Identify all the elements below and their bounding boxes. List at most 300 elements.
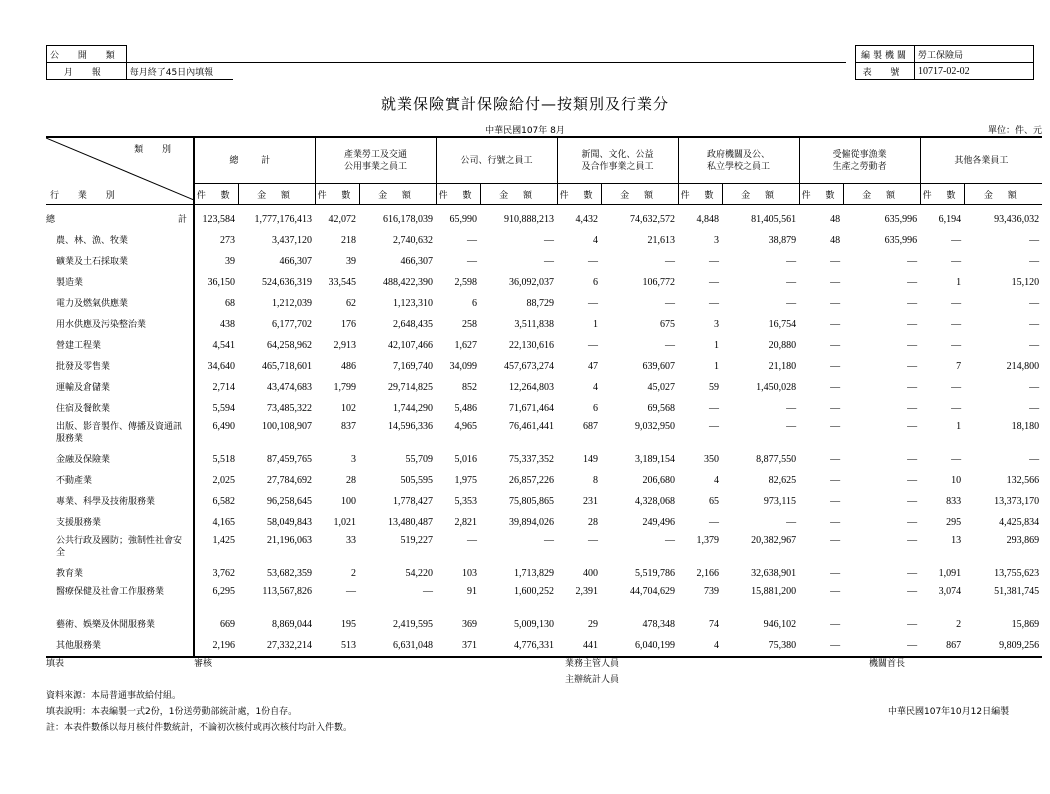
count-cell: 295: [946, 517, 962, 528]
amount-cell: —: [544, 235, 555, 246]
count-cell: —: [799, 635, 843, 657]
amount-cell: —: [786, 298, 797, 309]
amount-cell: 74,632,572: [630, 214, 676, 225]
count-cell: 739: [704, 586, 720, 597]
count-cell: 4: [678, 635, 722, 657]
count-cell: 438: [220, 319, 235, 330]
count-cell: 48: [830, 235, 841, 246]
amount-cell: 1,450,028: [756, 382, 797, 393]
count-cell: 33: [346, 535, 356, 546]
table-row: [46, 614, 1042, 635]
count-header: 件 數: [557, 184, 601, 205]
count-cell: —: [951, 382, 962, 393]
row-label: 專業、科學及技術服務業: [46, 491, 194, 512]
amount-header: 金 額: [601, 184, 678, 205]
row-label: 用水供應及污染整治業: [46, 314, 194, 335]
count-cell: —: [830, 277, 841, 288]
count-cell: 62: [346, 298, 356, 309]
count-cell: 5,353: [454, 496, 478, 507]
amount-cell: 6,631,048: [359, 635, 436, 657]
amount-cell: 3,437,120: [272, 235, 312, 246]
amount-cell: 466,307: [279, 256, 312, 267]
amount-cell: —: [1029, 235, 1040, 246]
count-cell: 1,379: [696, 535, 720, 546]
amount-cell: 505,595: [400, 475, 434, 486]
amount-cell: 7,169,740: [393, 361, 434, 372]
count-cell: 371: [436, 635, 480, 657]
amount-cell: 2,648,435: [393, 319, 434, 330]
amount-cell: 206,680: [642, 475, 676, 486]
count-cell: 8: [593, 475, 599, 486]
count-cell: 28: [588, 517, 599, 528]
amount-cell: 12,264,803: [509, 382, 555, 393]
amount-cell: 55,709: [405, 454, 434, 465]
amount-cell: 113,567,826: [262, 586, 312, 597]
count-cell: —: [830, 361, 841, 372]
count-cell: 4: [593, 382, 599, 393]
amount-cell: 1,123,310: [393, 298, 434, 309]
amount-cell: 457,673,274: [504, 361, 555, 372]
amount-cell: 96,258,645: [267, 496, 312, 507]
amount-cell: 4,328,068: [635, 496, 676, 507]
count-cell: —: [830, 496, 841, 507]
period-label: 月 報: [47, 63, 127, 80]
amount-cell: —: [1029, 256, 1040, 267]
amount-cell: —: [544, 535, 555, 546]
row-label: 金融及保險業: [46, 449, 194, 470]
count-cell: —: [830, 256, 841, 267]
count-cell: —: [830, 340, 841, 351]
count-cell: 68: [225, 298, 235, 309]
amount-cell: —: [907, 256, 918, 267]
count-cell: 273: [220, 235, 235, 246]
amount-cell: 88,729: [526, 298, 555, 309]
group-header: 其他各業員工: [920, 137, 1042, 184]
amount-cell: 249,496: [642, 517, 676, 528]
total-row: [46, 205, 1042, 231]
amount-cell: 20,880: [768, 340, 797, 351]
amount-cell: 616,178,039: [383, 214, 434, 225]
amount-cell: 15,120: [1011, 277, 1040, 288]
amount-cell: 100,108,907: [262, 421, 312, 432]
count-header: 件 數: [920, 184, 964, 205]
count-cell: 4: [714, 475, 720, 486]
count-cell: 258: [462, 319, 478, 330]
amount-cell: 13,755,623: [994, 568, 1040, 579]
count-cell: —: [830, 619, 841, 630]
count-cell: 47: [588, 361, 599, 372]
count-cell: —: [709, 256, 720, 267]
amount-cell: 75,380: [722, 635, 799, 657]
amount-cell: —: [665, 535, 676, 546]
amount-cell: —: [665, 298, 676, 309]
count-cell: 2,714: [212, 382, 235, 393]
benefits-table: [46, 136, 1042, 658]
count-cell: 1,627: [454, 340, 478, 351]
count-cell: —: [709, 421, 720, 432]
count-cell: 1,021: [333, 517, 356, 528]
count-cell: —: [951, 235, 962, 246]
table-row: [46, 512, 1042, 533]
count-cell: 29: [588, 619, 599, 630]
count-cell: 176: [341, 319, 356, 330]
amount-cell: 43,474,683: [267, 382, 312, 393]
count-cell: 1,091: [938, 568, 962, 579]
table-row: [46, 230, 1042, 251]
row-label: 藝術、娛樂及休閒服務業: [46, 614, 194, 635]
count-cell: 6: [593, 403, 599, 414]
amount-cell: —: [1029, 298, 1040, 309]
amount-cell: 1,744,290: [393, 403, 434, 414]
count-header: 件 數: [799, 184, 843, 205]
amount-cell: 106,772: [642, 277, 676, 288]
amount-cell: —: [1029, 454, 1040, 465]
count-cell: 4: [593, 235, 599, 246]
count-cell: 6,194: [938, 214, 962, 225]
count-cell: —: [951, 340, 962, 351]
amount-cell: 2,740,632: [393, 235, 434, 246]
count-cell: 123,584: [202, 214, 235, 225]
amount-cell: 21,180: [768, 361, 797, 372]
amount-cell: 6,040,199: [601, 635, 678, 657]
row-label: 其他服務業: [46, 635, 194, 657]
count-cell: 6,490: [212, 421, 235, 432]
count-cell: 5,016: [454, 454, 478, 465]
count-cell: 1,975: [454, 475, 478, 486]
count-cell: 513: [315, 635, 359, 657]
agency-label: 編製機關: [856, 46, 915, 63]
table-row: [46, 533, 1042, 563]
row-label: 營建工程業: [46, 335, 194, 356]
count-cell: —: [830, 421, 841, 432]
table-row: [46, 356, 1042, 377]
count-cell: 34,099: [449, 361, 478, 372]
row-label: 運輸及倉儲業: [46, 377, 194, 398]
amount-cell: 58,049,843: [267, 517, 312, 528]
corner-bottom-label: 行 業 別: [50, 191, 123, 201]
count-cell: 1,799: [333, 382, 356, 393]
filler-label: 填表: [46, 659, 65, 669]
count-cell: 833: [946, 496, 962, 507]
group-header: 產業勞工及交通 公用事業之員工: [315, 137, 436, 184]
amount-cell: 18,180: [1011, 421, 1040, 432]
corner-top-label: 類 別: [134, 145, 179, 155]
amount-cell: —: [907, 475, 918, 486]
row-label: 不動產業: [46, 470, 194, 491]
count-cell: 3: [351, 454, 356, 465]
count-cell: 36,150: [207, 277, 235, 288]
amount-cell: —: [907, 340, 918, 351]
amount-cell: 1,212,039: [272, 298, 312, 309]
count-cell: 669: [220, 619, 235, 630]
count-cell: —: [830, 319, 841, 330]
amount-cell: 45,027: [647, 382, 676, 393]
amount-cell: 38,879: [768, 235, 797, 246]
amount-cell: —: [1029, 403, 1040, 414]
count-cell: 2,821: [454, 517, 478, 528]
amount-cell: 2,419,595: [393, 619, 434, 630]
amount-cell: 13,373,170: [994, 496, 1040, 507]
count-cell: 852: [462, 382, 478, 393]
amount-cell: 465,718,601: [262, 361, 312, 372]
table-row: [46, 419, 1042, 449]
form-value: 10717-02-02: [915, 63, 1034, 80]
note-source: 資料來源：本局普通事故給付組。: [46, 691, 182, 701]
amount-cell: 26,857,226: [509, 475, 555, 486]
row-label: 公共行政及國防；強制性社會安全: [46, 533, 194, 563]
count-cell: 4,541: [212, 340, 235, 351]
amount-cell: 293,869: [1006, 535, 1040, 546]
count-cell: —: [830, 403, 841, 414]
amount-cell: 910,888,213: [504, 214, 555, 225]
count-cell: 1: [714, 361, 720, 372]
count-cell: 400: [583, 568, 599, 579]
amount-cell: 14,596,336: [388, 421, 434, 432]
head-label: 機關首長: [869, 659, 906, 669]
table-row: [46, 491, 1042, 512]
report-period: 中華民國107年 8月: [485, 126, 565, 136]
table-row: [46, 293, 1042, 314]
count-cell: 28: [346, 475, 356, 486]
count-cell: 3,074: [938, 586, 962, 597]
amount-cell: 946,102: [763, 619, 797, 630]
count-cell: 13: [951, 535, 962, 546]
count-cell: 4,165: [212, 517, 235, 528]
amount-cell: 73,485,322: [267, 403, 312, 414]
amount-header: 金 額: [480, 184, 557, 205]
count-cell: 33,545: [328, 277, 356, 288]
count-cell: 48: [830, 214, 841, 225]
row-label: 製造業: [46, 272, 194, 293]
amount-cell: —: [907, 517, 918, 528]
amount-cell: 519,227: [400, 535, 434, 546]
count-cell: —: [830, 454, 841, 465]
amount-cell: 1,778,427: [393, 496, 434, 507]
count-cell: —: [709, 403, 720, 414]
note-remark: 註：本表件數係以每月核付件數統計，不論初次核付或再次核付均計入件數。: [46, 723, 353, 733]
amount-cell: —: [786, 421, 797, 432]
count-cell: 39: [346, 256, 356, 267]
table-row: [46, 635, 1042, 657]
amount-cell: 5,009,130: [514, 619, 555, 630]
amount-cell: 54,220: [405, 568, 434, 579]
amount-cell: —: [907, 277, 918, 288]
count-cell: —: [830, 517, 841, 528]
amount-cell: —: [907, 403, 918, 414]
count-cell: —: [588, 340, 599, 351]
count-cell: —: [830, 535, 841, 546]
count-cell: 42,072: [328, 214, 356, 225]
amount-cell: 4,776,331: [480, 635, 557, 657]
count-header: 件 數: [436, 184, 480, 205]
unit-label: 單位：件、元: [987, 126, 1042, 136]
count-cell: 65: [709, 496, 720, 507]
amount-cell: 21,613: [647, 235, 676, 246]
count-cell: 2: [956, 619, 962, 630]
amount-cell: —: [907, 568, 918, 579]
amount-cell: —: [1029, 319, 1040, 330]
amount-cell: 93,436,032: [994, 214, 1040, 225]
count-cell: —: [709, 277, 720, 288]
count-cell: —: [467, 535, 478, 546]
supervisor-label: 業務主管人員: [565, 659, 620, 669]
count-cell: —: [709, 517, 720, 528]
count-header: 件 數: [194, 184, 238, 205]
amount-cell: 15,881,200: [751, 586, 797, 597]
amount-cell: 71,671,464: [509, 403, 555, 414]
amount-cell: 42,107,466: [388, 340, 434, 351]
group-header: 公司、行號之員工: [436, 137, 557, 184]
corner-header: [46, 137, 194, 205]
amount-cell: 87,459,765: [267, 454, 312, 465]
count-cell: 100: [341, 496, 356, 507]
count-cell: 2,025: [212, 475, 235, 486]
row-label: 醫療保健及社會工作服務業: [46, 584, 194, 614]
count-cell: 441: [557, 635, 601, 657]
count-cell: 59: [709, 382, 720, 393]
count-cell: 34,640: [207, 361, 235, 372]
agency-value: 勞工保險局: [915, 46, 1034, 63]
amount-cell: 9,809,256: [964, 635, 1042, 657]
count-cell: —: [588, 298, 599, 309]
count-header: 件 數: [678, 184, 722, 205]
header-left-divider: [46, 62, 846, 63]
count-cell: 65,990: [449, 214, 478, 225]
count-cell: 6,295: [212, 586, 235, 597]
group-header: 總 計: [194, 137, 315, 184]
count-cell: 195: [341, 619, 356, 630]
count-cell: —: [951, 319, 962, 330]
group-header: 新聞、文化、公益 及合作事業之員工: [557, 137, 678, 184]
amount-header: 金 額: [238, 184, 315, 205]
amount-cell: 27,784,692: [267, 475, 312, 486]
count-cell: 39: [225, 256, 235, 267]
count-cell: —: [588, 535, 599, 546]
table-row: [46, 449, 1042, 470]
amount-cell: —: [907, 298, 918, 309]
amount-cell: 53,682,359: [267, 568, 312, 579]
row-label: 總 計: [46, 205, 194, 231]
count-cell: 687: [583, 421, 599, 432]
table-row: [46, 272, 1042, 293]
count-cell: 4,432: [575, 214, 599, 225]
count-cell: —: [588, 256, 599, 267]
count-cell: —: [830, 475, 841, 486]
amount-cell: —: [843, 635, 920, 657]
count-cell: —: [830, 298, 841, 309]
row-label: 批發及零售業: [46, 356, 194, 377]
count-cell: 350: [704, 454, 720, 465]
amount-cell: 75,805,865: [509, 496, 555, 507]
amount-cell: —: [544, 256, 555, 267]
amount-cell: 214,800: [1006, 361, 1040, 372]
row-label: 支援服務業: [46, 512, 194, 533]
amount-cell: —: [1029, 340, 1040, 351]
amount-cell: 8,877,550: [756, 454, 797, 465]
amount-cell: —: [786, 403, 797, 414]
count-cell: 102: [341, 403, 356, 414]
group-header: 受僱從事漁業 生產之勞動者: [799, 137, 920, 184]
amount-cell: 635,996: [884, 214, 918, 225]
amount-cell: 15,869: [1011, 619, 1040, 630]
amount-cell: 44,704,629: [630, 586, 676, 597]
group-header: 政府機關及公、 私立學校之員工: [678, 137, 799, 184]
amount-cell: —: [786, 256, 797, 267]
amount-cell: —: [665, 340, 676, 351]
count-cell: —: [467, 235, 478, 246]
amount-cell: 69,568: [647, 403, 676, 414]
amount-cell: 478,348: [642, 619, 676, 630]
amount-cell: 6,177,702: [272, 319, 312, 330]
table-row: [46, 251, 1042, 272]
public-label: 公 開 類: [47, 46, 127, 63]
amount-header: 金 額: [964, 184, 1042, 205]
table-row: [46, 314, 1042, 335]
amount-cell: —: [786, 277, 797, 288]
count-cell: —: [951, 454, 962, 465]
amount-cell: 21,196,063: [267, 535, 312, 546]
amount-cell: —: [1029, 382, 1040, 393]
count-cell: —: [951, 256, 962, 267]
amount-cell: 675: [660, 319, 676, 330]
amount-cell: —: [907, 454, 918, 465]
amount-cell: —: [907, 421, 918, 432]
note-instructions: 填表說明：本表編製一式2份，1份送勞動部統計處，1份自存。: [46, 707, 298, 717]
row-label: 礦業及土石採取業: [46, 251, 194, 272]
count-cell: 5,518: [212, 454, 235, 465]
table-row: [46, 335, 1042, 356]
count-cell: 3: [714, 319, 720, 330]
count-header: 件 數: [315, 184, 359, 205]
amount-cell: —: [907, 535, 918, 546]
amount-cell: 5,519,786: [635, 568, 676, 579]
amount-cell: 20,382,967: [751, 535, 797, 546]
count-cell: 1: [956, 421, 962, 432]
amount-cell: 466,307: [400, 256, 434, 267]
count-cell: —: [951, 403, 962, 414]
amount-cell: 3,511,838: [514, 319, 555, 330]
count-cell: 2,913: [333, 340, 356, 351]
count-cell: 218: [341, 235, 356, 246]
count-cell: 369: [462, 619, 478, 630]
count-cell: 2,166: [696, 568, 720, 579]
count-cell: 4,848: [696, 214, 720, 225]
amount-cell: 973,115: [763, 496, 797, 507]
row-label: 教育業: [46, 563, 194, 584]
count-cell: 3: [714, 235, 720, 246]
count-cell: —: [467, 256, 478, 267]
count-cell: 10: [951, 475, 962, 486]
header-right-box: [855, 45, 1034, 80]
row-label: 電力及燃氣供應業: [46, 293, 194, 314]
amount-cell: 635,996: [884, 235, 918, 246]
row-label: 住宿及餐飲業: [46, 398, 194, 419]
count-cell: 6: [472, 298, 478, 309]
amount-cell: 524,636,319: [262, 277, 312, 288]
amount-cell: 3,189,154: [635, 454, 676, 465]
count-cell: 2,196: [194, 635, 238, 657]
amount-cell: 9,032,950: [635, 421, 676, 432]
count-cell: 1: [956, 277, 962, 288]
amount-cell: —: [423, 586, 434, 597]
row-label: 農、林、漁、牧業: [46, 230, 194, 251]
count-cell: 6: [593, 277, 599, 288]
amount-cell: 8,869,044: [272, 619, 312, 630]
amount-cell: —: [907, 319, 918, 330]
count-cell: —: [951, 298, 962, 309]
count-cell: 1,425: [212, 535, 235, 546]
count-cell: 837: [341, 421, 356, 432]
